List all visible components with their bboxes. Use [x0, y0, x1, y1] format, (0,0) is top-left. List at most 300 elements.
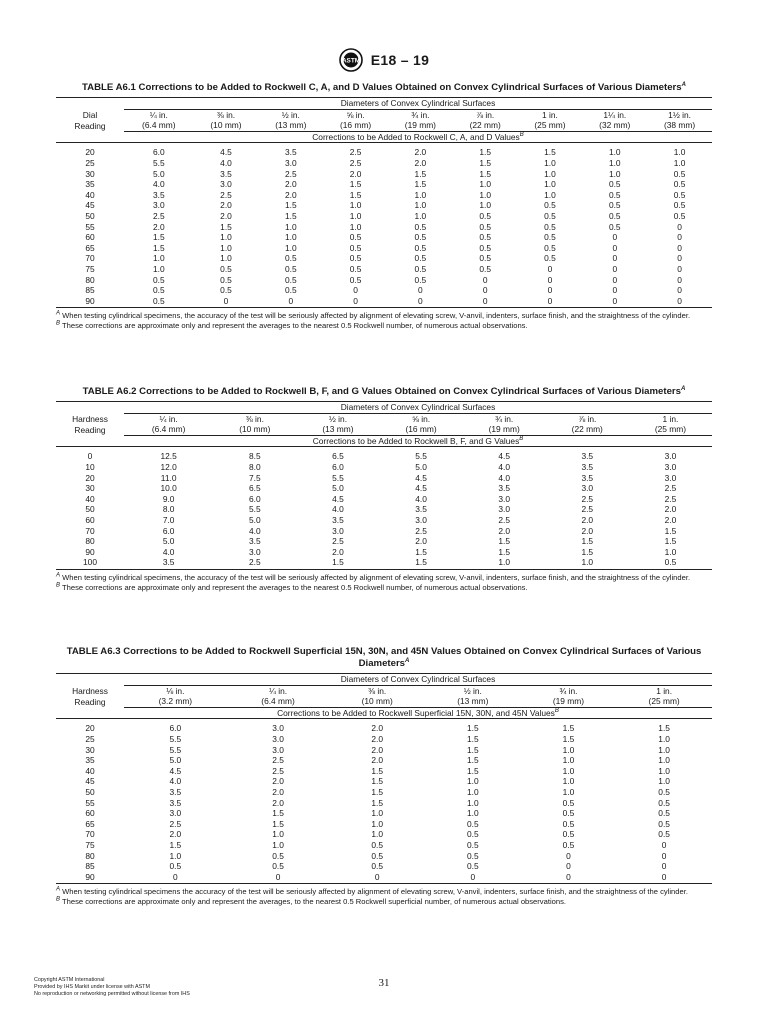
correction-cell: 1.5	[498, 536, 510, 547]
correction-cell: 1.0	[371, 818, 384, 829]
correction-cell: 1.0	[272, 839, 284, 850]
correction-cell: 2.0	[581, 525, 594, 536]
correction-cell: 3.0	[220, 179, 232, 190]
span-header: Diameters of Convex Cylindrical Surfaces	[124, 402, 712, 414]
correction-cell: 3.5	[284, 147, 297, 158]
subheader-blank	[56, 131, 124, 143]
correction-cell: 0.5	[608, 200, 621, 211]
reading-cell: 45	[85, 200, 95, 211]
correction-cell: 11.0	[160, 472, 177, 483]
correction-cell: 0	[521, 872, 617, 884]
table-row	[56, 179, 712, 190]
reading-cell: 30	[85, 168, 95, 179]
table-row	[56, 243, 712, 254]
copyright-line: Provided by IHS Markit under license with ASTM	[34, 984, 150, 990]
column-header-inch: ½ in.	[281, 109, 300, 120]
reading-cell: 90	[56, 872, 124, 884]
table-title	[56, 646, 712, 670]
table-row	[56, 473, 712, 484]
correction-cell: 2.0	[664, 514, 677, 525]
correction-cell: 2.5	[272, 755, 284, 766]
correction-cell: 2.5	[169, 818, 182, 829]
correction-cell: 0.5	[371, 839, 384, 850]
correction-cell: 0.5	[608, 210, 621, 221]
reading-cell: 25	[85, 733, 95, 744]
correction-cell: 8.0	[249, 461, 261, 472]
column-header-inch: 1 in.	[662, 413, 679, 424]
correction-cell: 0.5	[124, 296, 194, 308]
correction-cell: 1.5	[479, 168, 491, 179]
correction-cell: 1.0	[466, 797, 479, 808]
correction-cell: 1.5	[664, 525, 677, 536]
correction-cell: 1.0	[544, 168, 556, 179]
correction-cell: 3.5	[498, 483, 510, 494]
correction-cell: 3.0	[169, 808, 182, 819]
correction-cell: 0	[612, 253, 618, 264]
column-header	[213, 413, 296, 435]
table-a6-2	[56, 386, 712, 593]
correction-cell: 1.0	[414, 210, 427, 221]
correction-cell: 0.5	[220, 285, 232, 296]
correction-cell: 1.0	[608, 147, 621, 158]
table-title	[56, 82, 712, 94]
correction-cell: 1.0	[414, 200, 427, 211]
footnote	[56, 897, 712, 907]
correction-cell: 0	[566, 850, 571, 861]
reading-cell: 65	[85, 818, 95, 829]
column-header-mm: (3.2 mm)	[158, 696, 193, 707]
column-header	[194, 109, 259, 131]
correction-cell: 1.5	[479, 157, 491, 168]
reading-cell: 55	[85, 797, 95, 808]
correction-cell: 1.5	[272, 808, 284, 819]
column-header	[388, 109, 453, 131]
column-header	[425, 685, 521, 707]
correction-cell: 1.0	[284, 232, 297, 243]
table-a6-1	[56, 82, 712, 331]
correction-cell: 0.5	[414, 253, 427, 264]
correction-cell: 0.5	[479, 263, 491, 274]
copyright-line: No reproduction or networking permitted without license from IHS	[34, 991, 190, 997]
column-header	[296, 413, 379, 435]
subheader-blank	[56, 707, 124, 719]
correction-cell: 4.0	[498, 472, 510, 483]
correction-cell: 5.0	[415, 461, 427, 472]
corrections-subheader	[124, 707, 712, 719]
column-header-inch: 1½ in.	[668, 109, 691, 120]
column-header-mm: (6.4 mm)	[142, 120, 176, 131]
table-row	[56, 253, 712, 264]
correction-cell: 10.0	[160, 483, 177, 494]
correction-cell: 0.5	[371, 861, 384, 872]
correction-cell: 2.0	[349, 168, 362, 179]
correction-cell: 3.5	[249, 536, 261, 547]
column-header-inch: ½ in.	[328, 413, 348, 424]
document-id: E18 – 19	[370, 52, 430, 68]
correction-cell: 1.0	[562, 776, 575, 787]
correction-cell: 9.0	[162, 493, 175, 504]
table-row	[56, 536, 712, 547]
page-header	[0, 46, 768, 74]
correction-cell: 0.5	[479, 232, 491, 243]
column-header	[258, 109, 323, 131]
footnote-ref: A	[680, 385, 686, 392]
subheader-text: Corrections to be Added to Rockwell B, F, and G Values	[312, 435, 520, 446]
correction-cell: 0	[661, 839, 667, 850]
correction-cell: 0.5	[349, 263, 362, 274]
column-header-mm: (38 mm)	[663, 120, 696, 131]
correction-cell: 3.0	[152, 200, 165, 211]
footnote	[56, 887, 712, 897]
correction-cell: 1.5	[296, 557, 379, 569]
correction-cell: 1.0	[562, 786, 575, 797]
correction-cell: 0.5	[349, 253, 362, 264]
reading-cell: 90	[56, 296, 124, 308]
correction-cell: 1.0	[673, 147, 686, 158]
table-row	[56, 275, 712, 286]
correction-cell: 1.5	[380, 557, 463, 569]
correction-cell: 0	[482, 274, 488, 285]
table-row	[56, 515, 712, 526]
correction-cell: 2.5	[664, 493, 677, 504]
column-header-mm: (10 mm)	[210, 120, 242, 131]
correction-cell: 2.0	[371, 733, 384, 744]
correction-cell: 0.5	[658, 818, 670, 829]
table-row	[56, 798, 712, 809]
table-row	[56, 766, 712, 777]
table-row	[56, 504, 712, 515]
column-header-inch: ⅛ in.	[166, 685, 185, 696]
column-header-mm: (32 mm)	[599, 120, 631, 131]
correction-cell: 0.5	[562, 797, 575, 808]
row-header	[56, 402, 124, 436]
correction-cell: 8.5	[249, 451, 261, 462]
correction-cell: 0	[353, 285, 358, 296]
correction-cell: 0	[258, 296, 323, 308]
column-header	[329, 685, 425, 707]
correction-cell: 0	[482, 285, 488, 296]
column-header-inch: ⅝ in.	[346, 109, 365, 120]
table-row	[56, 547, 712, 558]
column-header-mm: (19 mm)	[552, 696, 585, 707]
footnote-text: These corrections are approximate only and represent the averages, to the nearest 0.5 Rockwell superficial number, of numerous actual observations.	[60, 897, 566, 907]
column-header-row	[56, 685, 712, 707]
correction-cell: 2.5	[581, 504, 594, 515]
correction-cell: 1.0	[673, 157, 686, 168]
table-row	[56, 861, 712, 872]
correction-cell: 0.5	[544, 200, 556, 211]
correction-cell: 1.0	[466, 786, 479, 797]
correction-cell: 5.0	[332, 483, 344, 494]
correction-cell: 0.5	[466, 839, 479, 850]
reading-cell: 30	[85, 744, 95, 755]
correction-cell: 12.5	[160, 451, 177, 462]
span-header: Diameters of Convex Cylindrical Surfaces	[124, 674, 712, 686]
reading-cell: 85	[85, 861, 95, 872]
column-header-mm: (22 mm)	[571, 424, 603, 435]
column-header-mm: (6.4 mm)	[261, 696, 295, 707]
correction-cell: 0.5	[466, 829, 479, 840]
correction-cell: 0	[425, 872, 521, 884]
correction-cell: 0.5	[371, 850, 384, 861]
reading-cell: 60	[85, 808, 95, 819]
correction-cell: 0.5	[349, 242, 362, 253]
correction-cell: 0.5	[272, 861, 284, 872]
correction-cell: 8.0	[162, 504, 175, 515]
reading-cell: 60	[85, 514, 95, 525]
correction-cell: 3.5	[220, 168, 232, 179]
correction-cell: 0	[612, 232, 618, 243]
column-header-inch: ¼ in.	[268, 685, 288, 696]
correction-cell: 1.0	[658, 776, 670, 787]
table-row	[56, 872, 712, 884]
correction-cell: 1.5	[284, 200, 297, 211]
correction-cell: 1.0	[562, 744, 575, 755]
table-row	[56, 851, 712, 862]
correction-cell: 7.0	[162, 514, 175, 525]
correction-cell: 1.0	[544, 179, 556, 190]
footnote-ref: B	[554, 707, 559, 714]
reading-cell: 75	[85, 263, 95, 274]
table-row	[56, 734, 712, 745]
column-header-inch: ⅜ in.	[245, 413, 264, 424]
column-header-inch: ⅝ in.	[411, 413, 431, 424]
column-header-mm: (10 mm)	[361, 696, 393, 707]
correction-cell: 0.5	[608, 189, 621, 200]
table-footnotes	[56, 311, 712, 331]
correction-cell: 1.0	[562, 755, 575, 766]
subheader-row	[56, 707, 712, 719]
column-header-mm: (13 mm)	[322, 424, 354, 435]
correction-cell: 0	[582, 296, 647, 308]
table-row	[56, 819, 712, 830]
correction-cell: 0	[677, 285, 682, 296]
reading-cell: 55	[85, 221, 95, 232]
reading-cell: 65	[85, 242, 95, 253]
correction-cell: 2.5	[349, 147, 362, 158]
column-header	[227, 685, 330, 707]
correction-cell: 3.5	[581, 451, 594, 462]
correction-cell: 0.5	[414, 263, 427, 274]
correction-cell: 5.0	[152, 168, 165, 179]
correction-cell: 1.5	[415, 546, 427, 557]
column-header	[124, 413, 213, 435]
correction-cell: 0	[677, 221, 682, 232]
correction-cell: 3.5	[124, 557, 213, 569]
correction-cell: 1.5	[371, 765, 384, 776]
correction-cell: 4.5	[169, 765, 182, 776]
correction-cell: 5.5	[169, 733, 182, 744]
correction-cell: 1.5	[414, 168, 427, 179]
footnote-text: When testing cylindrical specimens, the accuracy of the test will be seriously affected by alignment of elevating screw, V-anvil, indenters, surface finish, and the straightness of the cylinder.	[60, 311, 691, 321]
correction-cell: 2.5	[272, 765, 284, 776]
footnote	[56, 583, 712, 593]
correction-cell: 0	[227, 872, 330, 884]
correction-cell: 6.5	[249, 483, 261, 494]
correction-cell: 0.5	[608, 179, 621, 190]
correction-cell: 1.0	[544, 189, 556, 200]
correction-cell: 2.0	[284, 179, 297, 190]
correction-cell: 3.0	[249, 546, 261, 557]
table-row	[56, 232, 712, 243]
footnote-mark: B	[56, 896, 61, 903]
correction-cell: 2.0	[284, 189, 297, 200]
correction-cell: 2.5	[415, 525, 427, 536]
correction-cell: 1.0	[658, 765, 670, 776]
column-header-row	[56, 413, 712, 435]
correction-cell: 4.5	[220, 147, 232, 158]
correction-cell: 1.5	[664, 536, 677, 547]
reading-cell: 30	[85, 483, 95, 494]
correction-cell: 0.5	[284, 285, 297, 296]
reading-cell: 40	[85, 189, 95, 200]
correction-cell: 1.5	[544, 147, 556, 158]
reading-cell: 100	[56, 557, 124, 569]
correction-cell: 1.5	[371, 797, 384, 808]
column-header-inch: ¼ in.	[159, 413, 178, 424]
correction-cell: 0.5	[479, 242, 491, 253]
correction-cell: 0.5	[658, 786, 670, 797]
correction-cell: 4.0	[152, 179, 165, 190]
table-row	[56, 447, 712, 462]
correction-cell: 2.5	[284, 168, 297, 179]
correction-cell: 2.5	[664, 483, 677, 494]
correction-cell: 1.5	[479, 147, 491, 158]
correction-cell: 2.5	[332, 536, 344, 547]
correction-cell: 1.5	[466, 744, 479, 755]
correction-cell: 0.5	[284, 263, 297, 274]
column-header	[124, 109, 194, 131]
correction-cell: 2.5	[220, 189, 232, 200]
column-header	[616, 685, 712, 707]
reading-cell: 20	[85, 472, 95, 483]
header-row	[56, 98, 712, 110]
correction-cell: 1.0	[544, 157, 556, 168]
correction-cell: 1.5	[562, 723, 575, 734]
correction-cell: 1.0	[463, 557, 546, 569]
correction-cell: 0	[329, 872, 425, 884]
correction-cell: 1.0	[608, 168, 621, 179]
column-header	[582, 109, 647, 131]
correction-cell: 3.5	[332, 514, 344, 525]
row-header-line: Reading	[74, 696, 106, 707]
row-header	[56, 98, 124, 132]
table-row	[56, 169, 712, 180]
correction-cell: 0.5	[658, 797, 670, 808]
correction-cell: 1.5	[498, 546, 510, 557]
table-row	[56, 787, 712, 798]
table-title-text: TABLE A6.2 Corrections to be Added to Rockwell B, F, and G Values Obtained on Convex Cylindrical Surfaces of Various Diameters	[82, 386, 681, 397]
column-header	[546, 413, 629, 435]
correction-cell: 3.0	[664, 461, 677, 472]
reading-cell: 35	[85, 179, 95, 190]
correction-cell: 1.0	[658, 744, 670, 755]
correction-cell: 0	[547, 274, 553, 285]
table-row	[56, 494, 712, 505]
reading-cell: 80	[85, 850, 95, 861]
correction-cell: 0.5	[349, 232, 362, 243]
column-header-mm: (25 mm)	[534, 120, 566, 131]
correction-cell: 0.5	[544, 210, 556, 221]
correction-cell: 0.5	[466, 850, 479, 861]
table-row	[56, 190, 712, 201]
correction-cell: 0.5	[608, 221, 621, 232]
correction-cell: 0.5	[414, 232, 427, 243]
correction-cell: 0.5	[169, 861, 182, 872]
correction-cell: 2.0	[272, 797, 284, 808]
correction-cell: 4.5	[498, 451, 510, 462]
correction-cell: 0.5	[272, 850, 284, 861]
correction-cell: 2.0	[414, 157, 427, 168]
table-row	[56, 264, 712, 275]
correction-cell: 1.0	[664, 546, 677, 557]
correction-cell: 0.5	[414, 242, 427, 253]
correction-cell: 5.0	[162, 536, 175, 547]
correction-cell: 0.5	[658, 829, 670, 840]
correction-cell: 0	[453, 296, 518, 308]
correction-cell: 4.0	[220, 157, 232, 168]
correction-cell: 0	[547, 263, 553, 274]
correction-cell: 1.0	[349, 200, 362, 211]
correction-cell: 5.5	[152, 157, 165, 168]
footnote-ref: B	[519, 131, 524, 138]
correction-cell: 0	[612, 263, 618, 274]
correction-cell: 0.5	[479, 210, 491, 221]
column-header	[521, 685, 617, 707]
correction-cell: 0.5	[544, 253, 556, 264]
correction-cell: 1.5	[220, 221, 232, 232]
correction-cell: 2.0	[581, 514, 594, 525]
correction-cell: 1.5	[371, 786, 384, 797]
column-header-inch: ⅜ in.	[216, 109, 236, 120]
header-row	[56, 674, 712, 686]
correction-cell: 0.5	[414, 221, 427, 232]
column-header-inch: ½ in.	[463, 685, 482, 696]
correction-cell: 0.5	[562, 808, 575, 819]
correction-cell: 0	[323, 296, 388, 308]
correction-cell: 0.5	[152, 274, 165, 285]
reading-cell: 10	[85, 461, 95, 472]
correction-cell: 0	[661, 850, 667, 861]
table-title	[56, 386, 712, 398]
reading-cell: 45	[85, 776, 95, 787]
correction-cell: 1.0	[272, 829, 284, 840]
correction-cell: 2.0	[332, 546, 344, 557]
correction-cell: 3.0	[498, 504, 510, 515]
reading-cell: 25	[85, 157, 95, 168]
table-row	[56, 719, 712, 734]
correction-cell: 0.5	[414, 274, 427, 285]
column-header-inch: ¾ in.	[559, 685, 578, 696]
correction-cell: 3.0	[272, 723, 284, 734]
correction-cell: 0.5	[673, 189, 686, 200]
correction-cell: 3.5	[169, 786, 182, 797]
correction-cell: 3.0	[284, 157, 297, 168]
corrections-subheader	[124, 131, 712, 143]
table-row	[56, 829, 712, 840]
correction-cell: 1.5	[466, 765, 479, 776]
correction-cell: 0.5	[562, 818, 575, 829]
correction-cell: 1.5	[466, 723, 479, 734]
column-header-row	[56, 109, 712, 131]
correction-cell: 1.0	[152, 253, 165, 264]
reading-cell: 0	[87, 451, 93, 462]
reading-cell: 50	[85, 786, 95, 797]
correction-cell: 0	[547, 285, 553, 296]
column-header-mm: (10 mm)	[239, 424, 271, 435]
correction-cell: 2.0	[152, 221, 165, 232]
correction-cell: 6.0	[249, 493, 261, 504]
